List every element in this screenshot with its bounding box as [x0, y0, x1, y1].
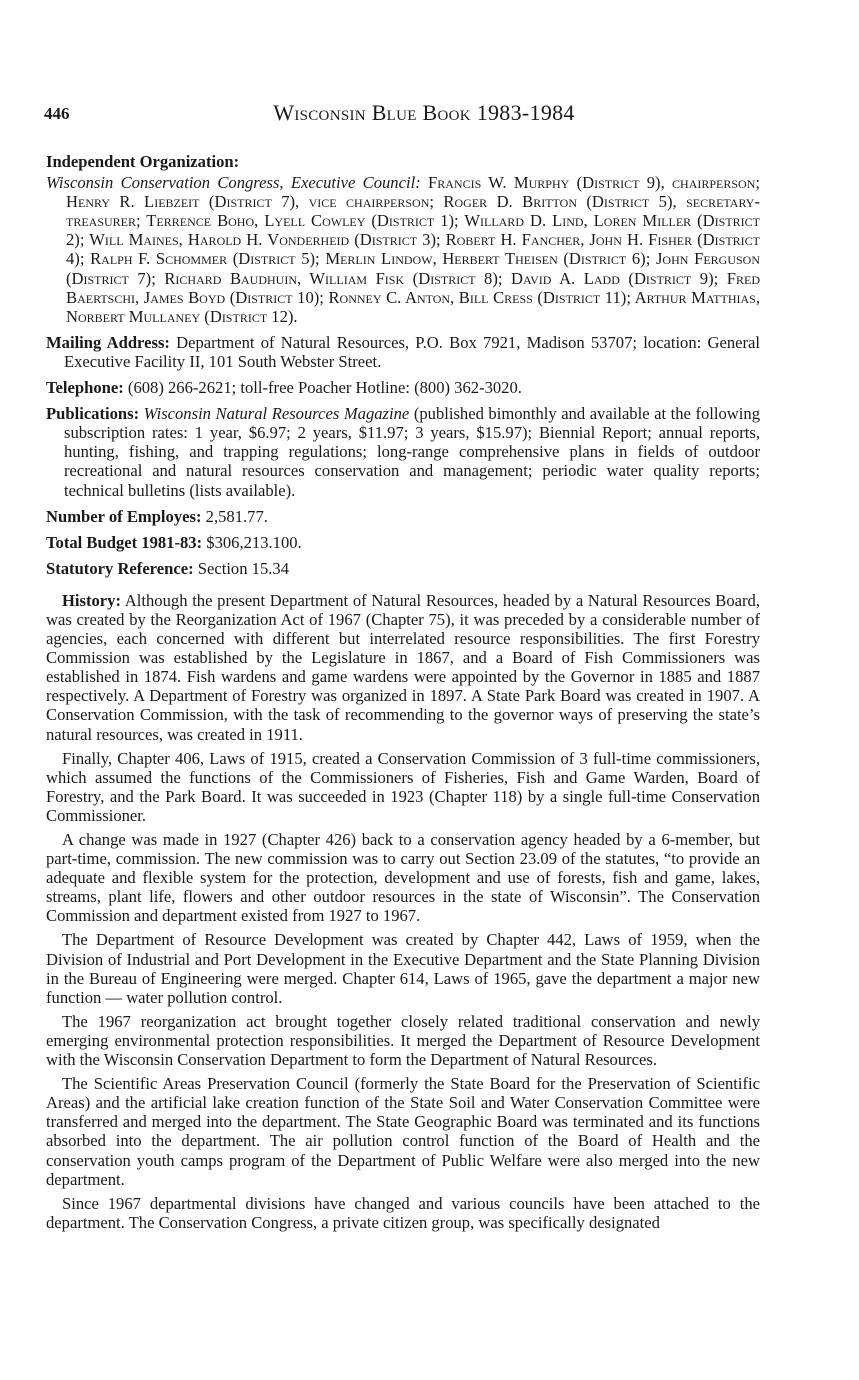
budget	[46, 533, 760, 552]
statutory-label: Statutory Reference:	[46, 558, 194, 578]
history-paragraph-6: The Scientific Areas Preservation Council (formerly the State Board for the Preservation of Scientific Areas) and the artificial lake creation function of the State Soil and Water Conservation Committee were transferred and merged into the department. The State Geographic Board was terminated and its functions absorbed into the department. The air pollution control function of the Board of Health and the conservation youth camps program of the Department of Public Welfare were also merged into the new department.	[46, 1074, 760, 1189]
executive-council-entry	[46, 173, 760, 326]
history-paragraph-2: Finally, Chapter 406, Laws of 1915, created a Conservation Commission of 3 full-time commissioners, which assumed the functions of the Commissioners of Fisheries, Fish and Game Warden, Board of Forestry, and the Park Board. It was succeeded in 1923 (Chapter 118) by a single full-time Conservation Commissioner.	[46, 748, 760, 825]
statutory-reference	[46, 559, 760, 578]
page-number: 446	[44, 104, 70, 123]
budget-label: Total Budget 1981-83:	[46, 532, 203, 552]
statutory-value: Section 15.34	[197, 558, 290, 578]
council-members: Francis W. Murphy (District 9), chairperson; Henry R. Liebzeit (District 7), vice chairperson; Roger D. Britton (District 5), secretary-treasurer; Terrence Boho, Lyell Cowley (District 1); Willard D. Lind, Loren Miller (District 2); Will Maines, Harold H. Vonderheid (District 3); Robert H. Fancher, John H. Fisher (District 4); Ralph F. Schommer (District 5); Merlin Lindow, Herbert Theisen (District 6); John Ferguson (District 7); Richard Baudhuin, William Fisk (District 8); David A. Ladd (District 9); Fred Baertschi, James Boyd (District 10); Ronney C. Anton, Bill Cress (District 11); Arthur Matthias, Norbert Mullaney (District 12).	[66, 173, 760, 326]
employees-label: Number of Employes:	[46, 506, 202, 526]
history-paragraph-3: A change was made in 1927 (Chapter 426) back to a conservation agency headed by a 6-member, but part-time, commission. The new commission was to carry out Section 23.09 of the statutes, “to provide an adequate and flexible system for the protection, development and use of forests, fish and game, lakes, streams, plant life, flowers and other outdoor resources in the state of Wisconsin”. The Conservation Commission and department existed from 1927 to 1967.	[46, 830, 760, 926]
history-paragraph-1	[46, 591, 760, 744]
employees	[46, 507, 760, 526]
independent-org-heading: Independent Organization:	[46, 152, 240, 171]
publications	[46, 404, 760, 499]
page-header	[44, 100, 804, 134]
telephone-label: Telephone:	[46, 378, 124, 398]
mailing-label: Mailing Address:	[46, 332, 170, 352]
publications-text: (published bimonthly and available at the following subscription rates: 1 year, $6.97; 2 years, $11.97; 3 years, $15.97); Biennial Report; annual reports, hunting, fishing, and trapping regulations; long-range comprehensive plans in fields of outdoor recreational and natural resources conservation and management; periodic water quality reports; technical bulletins (lists available).	[64, 404, 760, 500]
magazine-title: Wisconsin Natural Resources Magazine	[143, 404, 410, 424]
telephone-text: (608) 266-2621; toll-free Poacher Hotline: (800) 362-3020.	[127, 378, 522, 398]
history-paragraph-5: The 1967 reorganization act brought together closely related traditional conservation and newly emerging environmental protection responsibilities. It merged the Department of Resource Development with the Wisconsin Conservation Department to form the Department of Natural Resources.	[46, 1011, 760, 1070]
history-text-1: Although the present Department of Natural Resources, headed by a Natural Resources Board, was created by the Reorganization Act of 1967 (Chapter 75), it was preceded by a considerable number of agencies, each concerned with different but interrelated resource responsibilities. The first Forestry Commission was established by the Legislature in 1867, and a Board of Fish Commissioners was established in 1874. Fish wardens and game wardens were appointed by the Governor in 1885 and 1887 respectively. A Department of Forestry was organized in 1897. A State Park Board was created in 1907. A Conservation Commission, with the task of recommending to the governor ways of preserving the state’s natural resources, was created in 1911.	[46, 590, 761, 744]
publications-label: Publications:	[46, 404, 140, 424]
council-label: Wisconsin Conservation Congress, Executive Council:	[46, 173, 421, 193]
history-paragraph-4: The Department of Resource Development was created by Chapter 442, Laws of 1959, when the Division of Industrial and Port Development in the Executive Department and the State Planning Division in the Bureau of Engineering were merged. Chapter 614, Laws of 1965, gave the department a major new function — water pollution control.	[46, 930, 760, 1007]
telephone	[46, 378, 760, 397]
mailing-address	[46, 333, 760, 371]
history-paragraph-7: Since 1967 departmental divisions have changed and various councils have been attached to the department. The Conservation Congress, a private citizen group, was specifically designated	[46, 1193, 760, 1232]
running-title: Wisconsin Blue Book 1983-1984	[273, 100, 575, 125]
mailing-text: Department of Natural Resources, P.O. Box 7921, Madison 53707; location: General Executive Facility II, 101 South Webster Street.	[64, 332, 760, 371]
history-label: History:	[62, 590, 121, 610]
page-body	[46, 152, 760, 1237]
employees-value: 2,581.77.	[205, 506, 268, 526]
budget-value: $306,213.100.	[206, 532, 302, 552]
